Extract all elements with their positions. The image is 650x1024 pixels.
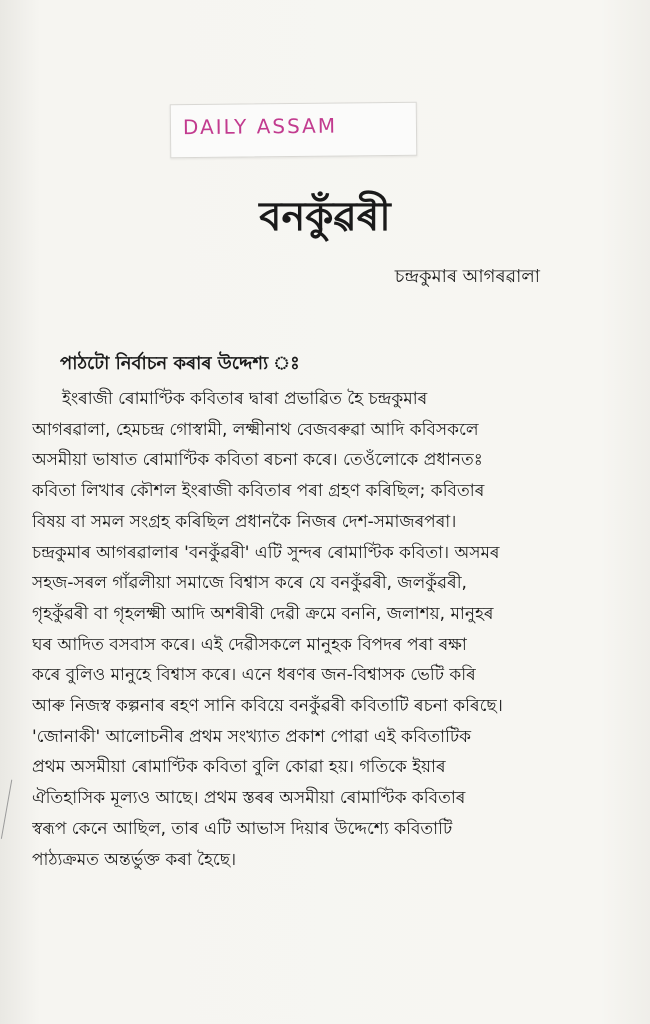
text-line: পাঠ্যক্ৰমত অন্তৰ্ভুক্ত কৰা হৈছে। — [32, 849, 237, 870]
text-line: সহজ-সৰল গাঁৱলীয়া সমাজে বিশ্বাস কৰে যে বনকুঁৱৰী, জলকুঁৱৰী, — [32, 573, 467, 594]
poem-title: বনকুঁৱৰী — [259, 194, 391, 240]
text-line: আগৰৱালা, হেমচন্দ্ৰ গোস্বামী, লক্ষ্মীনাথ বেজবৰুৱা আদি কবিসকলে — [32, 419, 479, 440]
text-line: প্ৰথম অসমীয়া ৰোমাণ্টিক কবিতা বুলি কোৱা হয়। গতিকে ইয়াৰ — [32, 757, 446, 778]
text-line: অসমীয়া ভাষাত ৰোমাণ্টিক কবিতা ৰচনা কৰে। তেওঁলোকে প্ৰধানতঃ — [32, 450, 483, 471]
body-text — [32, 384, 607, 875]
section-heading: পাঠটো নিৰ্বাচন কৰাৰ উদ্দেশ্য ঃ — [60, 353, 300, 374]
text-line: বিষয় বা সমল সংগ্ৰহ কৰিছিল প্ৰধানকৈ নিজৰ দেশ-সমাজৰপৰা। — [32, 511, 457, 532]
text-line: ঐতিহাসিক মূল্যও আছে। প্ৰথম স্তৰৰ অসমীয়া ৰোমাণ্টিক কবিতাৰ — [32, 788, 466, 809]
sticker-text: DAILY ASSAM — [182, 113, 338, 140]
text-line: ইংৰাজী ৰোমাণ্টিক কবিতাৰ দ্বাৰা প্ৰভাৱিত হৈ চন্দ্ৰকুমাৰ — [62, 389, 428, 409]
author-name: চন্দ্ৰকুমাৰ আগৰৱালা — [394, 266, 540, 287]
label-sticker — [170, 102, 418, 159]
pencil-mark — [1, 780, 20, 841]
text-line: গৃহকুঁৱৰী বা গৃহলক্ষ্মী আদি অশৰীৰী দেৱী ক্ৰমে বননি, জলাশয়, মানুহৰ — [32, 603, 494, 624]
text-line: ঘৰ আদিত বসবাস কৰে। এই দেৱীসকলে মানুহক বিপদৰ পৰা ৰক্ষা — [32, 634, 467, 655]
text-line: চন্দ্ৰকুমাৰ আগৰৱালাৰ 'বনকুঁৱৰী' এটি সুন্দৰ ৰোমাণ্টিক কবিতা। অসমৰ — [32, 542, 500, 563]
text-line: স্বৰূপ কেনে আছিল, তাৰ এটি আভাস দিয়াৰ উদ্দেশ্যে কবিতাটি — [32, 818, 453, 839]
text-line: আৰু নিজস্ব কল্পনাৰ ৰহণ সানি কবিয়ে বনকুঁৱৰী কবিতাটি ৰচনা কৰিছে। — [32, 696, 503, 717]
text-line: কবিতা লিখাৰ কৌশল ইংৰাজী কবিতাৰ পৰা গ্ৰহণ কৰিছিল; কবিতাৰ — [32, 481, 485, 502]
text-line: 'জোনাকী' আলোচনীৰ প্ৰথম সংখ্যাত প্ৰকাশ পোৱা এই কবিতাটিক — [32, 726, 472, 747]
text-line: কৰে বুলিও মানুহে বিশ্বাস কৰে। এনে ধৰণৰ জন-বিশ্বাসক ভেটি কৰি — [32, 665, 476, 686]
